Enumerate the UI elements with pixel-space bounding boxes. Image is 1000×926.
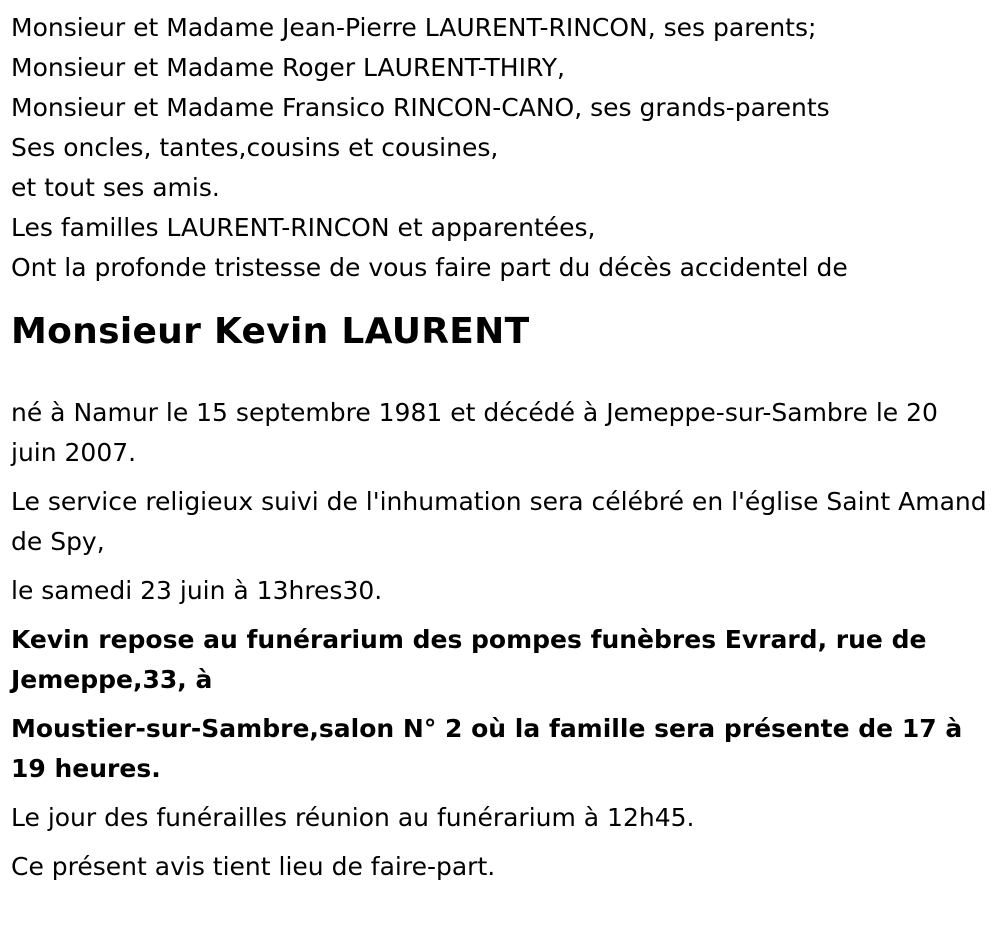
family-line-grandparents-rincon: Monsieur et Madame Fransico RINCON-CANO, ses grands-parents xyxy=(11,93,830,122)
family-line-families: Les familles LAURENT-RINCON et apparentées, xyxy=(11,213,596,242)
family-line-grandparents-laurent: Monsieur et Madame Roger LAURENT-THIRY, xyxy=(11,53,565,82)
family-line-friends: et tout ses amis. xyxy=(11,173,220,202)
visitation-hours: Moustier-sur-Sambre,salon N° 2 où la famille sera présente de 17 à 19 heures. xyxy=(11,714,963,783)
service-date: le samedi 23 juin à 13hres30. xyxy=(11,576,383,605)
obituary-details xyxy=(11,393,990,887)
birth-death-dates: né à Namur le 15 septembre 1981 et décédé à Jemeppe-sur-Sambre le 20 juin 2007. xyxy=(11,398,938,467)
family-announcement xyxy=(11,8,990,288)
family-line-announcement: Ont la profonde tristesse de vous faire part du décès accidentel de xyxy=(11,253,848,282)
religious-service: Le service religieux suivi de l'inhumation sera célébré en l'église Saint Amand de Spy, xyxy=(11,487,987,556)
family-line-parents: Monsieur et Madame Jean-Pierre LAURENT-RINCON, ses parents; xyxy=(11,13,817,42)
deceased-name: Monsieur Kevin LAURENT xyxy=(11,311,530,352)
funeral-home-location: Kevin repose au funérarium des pompes funèbres Evrard, rue de Jemeppe,33, à xyxy=(11,625,927,694)
funeral-day-meeting: Le jour des funérailles réunion au funérarium à 12h45. xyxy=(11,803,695,832)
family-line-relatives: Ses oncles, tantes,cousins et cousines, xyxy=(11,133,499,162)
notice-statement: Ce présent avis tient lieu de faire-part. xyxy=(11,852,496,881)
